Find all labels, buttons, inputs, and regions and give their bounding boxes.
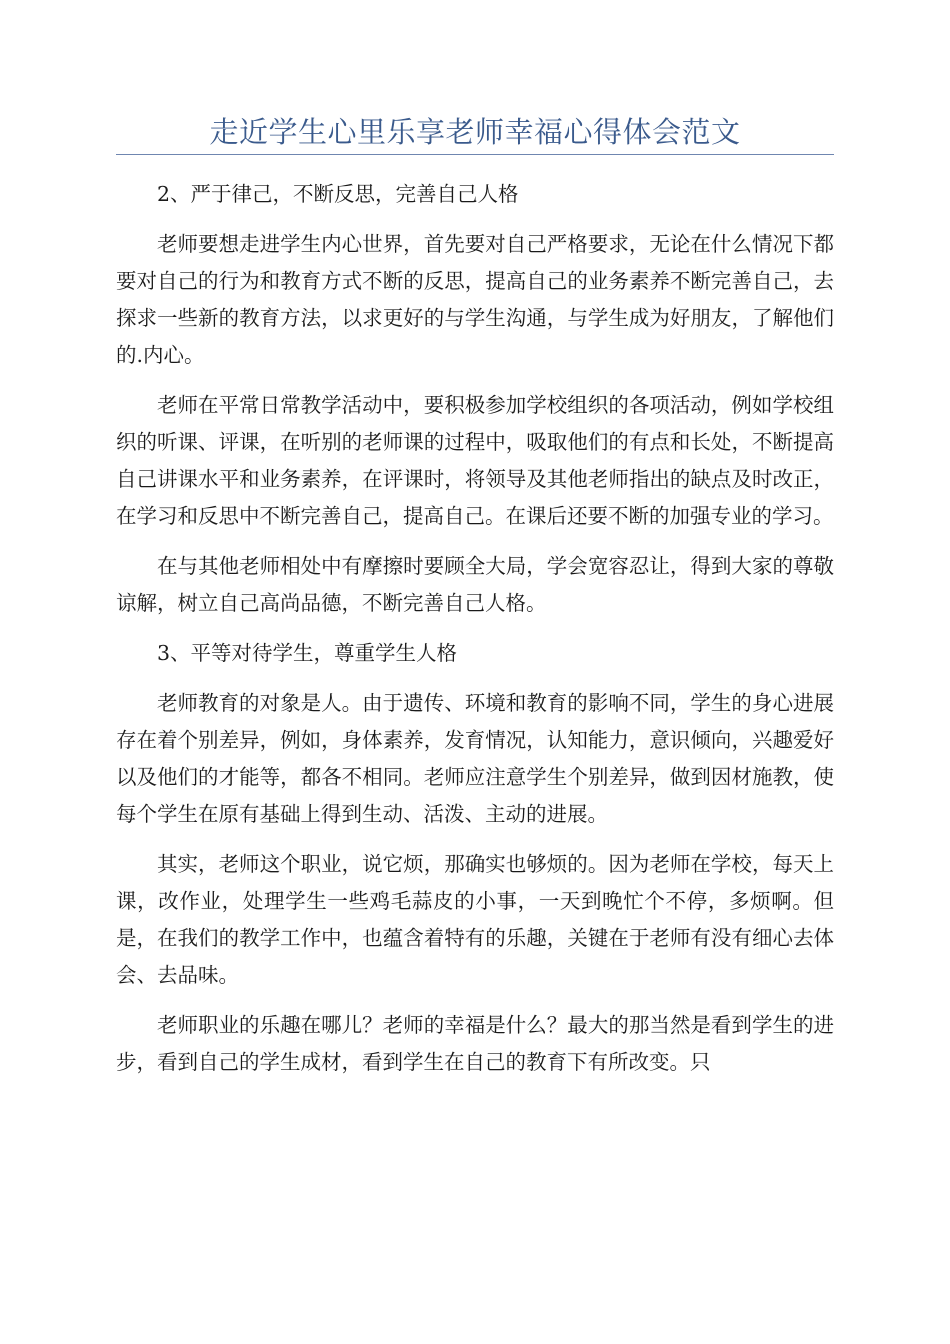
body-paragraph: 其实，老师这个职业，说它烦，那确实也够烦的。因为老师在学校，每天上课，改作业，处理学生一些鸡毛蒜皮的小事，一天到晚忙个不停，多烦啊。但是，在我们的教学工作中，也蕴含着特有的乐趣，关键在于老师有没有细心去体会、去品味。 [116,852,834,987]
body-paragraph: 在与其他老师相处中有摩擦时要顾全大局，学会宽容忍让，得到大家的尊敬谅解，树立自己高尚品德，不断完善自己人格。 [116,554,834,615]
document-body [116,176,834,1094]
section-heading-3: 3、平等对待学生，尊重学生人格 [157,641,458,665]
body-paragraph: 老师教育的对象是人。由于遗传、环境和教育的影响不同，学生的身心进展存在着个别差异，例如，身体素养，发育情况，认知能力，意识倾向，兴趣爱好以及他们的才能等，都各不相同。老师应注意学生个别差异，做到因材施教，使每个学生在原有基础上得到生动、活泼、主动的进展。 [116,691,834,826]
body-paragraph: 老师在平常日常教学活动中，要积极参加学校组织的各项活动，例如学校组织的听课、评课，在听别的老师课的过程中，吸取他们的有点和长处，不断提高自己讲课水平和业务素养，在评课时，将领导及其他老师指出的缺点及时改正，在学习和反思中不断完善自己，提高自己。在课后还要不断的加强专业的学习。 [116,393,834,528]
document-title: 走近学生心里乐享老师幸福心得体会范文 [209,115,741,149]
body-paragraph: 老师职业的乐趣在哪儿？老师的幸福是什么？最大的那当然是看到学生的进步，看到自己的学生成材，看到学生在自己的教育下有所改变。只 [116,1013,834,1074]
section-heading-2: 2、严于律己，不断反思，完善自己人格 [157,182,519,206]
body-paragraph: 老师要想走进学生内心世界，首先要对自己严格要求，无论在什么情况下都要对自己的行为和教育方式不断的反思，提高自己的业务素养不断完善自己，去探求一些新的教育方法，以求更好的与学生沟通，与学生成为好朋友，了解他们的.内心。 [116,232,834,367]
title-underline [116,154,834,155]
